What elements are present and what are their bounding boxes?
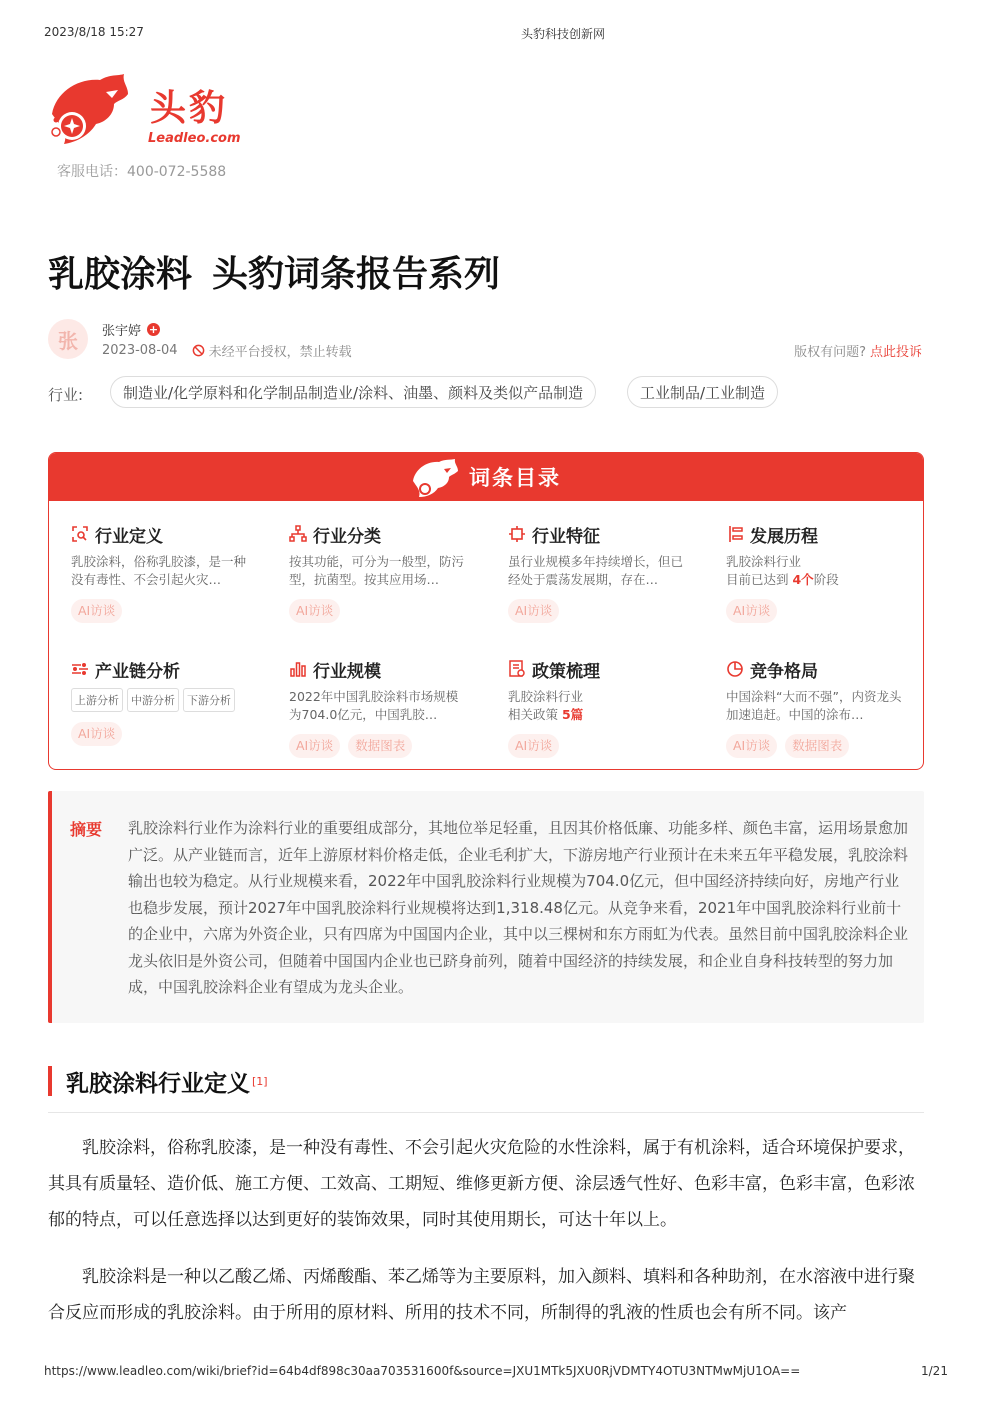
leopard-logo-icon xyxy=(48,70,132,150)
ai-interview-button[interactable]: AI访谈 xyxy=(726,599,777,623)
toc-header xyxy=(49,453,923,501)
classification-icon xyxy=(289,525,307,543)
service-phone: 客服电话：400-072-5588 xyxy=(57,164,227,180)
copyright-line xyxy=(794,341,922,360)
page-title xyxy=(48,246,500,297)
card-title: 行业规模 xyxy=(313,661,381,682)
page-number: 1/21 xyxy=(921,1364,948,1378)
toc-card-scale[interactable] xyxy=(289,658,469,758)
card-title: 发展历程 xyxy=(750,526,818,547)
abstract-text: 乳胶涂料行业作为涂料行业的重要组成部分，其地位举足轻重，且因其价格低廉、功能多样、颜色丰富，运用场景愈加广泛。从产业链而言，近年上游原材料价格走低，企业毛利扩大，下游房地产行业预计在未来五年平稳发展，乳胶涂料输出也较为稳定。从行业规模来看，2022年中国乳胶涂料行业规模为704.0亿元，但中国经济持续向好，房地产行业也稳步发展，预计2027年中国乳胶涂料行业规模将达到1,318.48亿元。从竞争来看，2021年中国乳胶涂料行业前十的企业中，六席为外资企业，只有四席为中国国内企业，其中以三棵树和东方雨虹为代表。虽然目前中国乳胶涂料企业龙头依旧是外资公司，但随着中国国内企业也已跻身前列，随着中国经济的持续发展，和企业自身科技转型的努力加成，中国乳胶涂料企业有望成为龙头企业。 xyxy=(128,819,909,996)
publish-date: 2023-08-04 xyxy=(102,343,178,358)
reference-link[interactable]: [1] xyxy=(252,1074,268,1088)
toc-card-definition[interactable] xyxy=(71,523,251,623)
abstract-box xyxy=(48,791,924,1023)
author-name[interactable]: 张宇婷 xyxy=(102,324,142,339)
card-desc-line: 乳胶涂料行业 xyxy=(508,689,584,704)
ai-interview-button[interactable]: AI访谈 xyxy=(289,599,340,623)
card-title: 行业分类 xyxy=(313,526,381,547)
body-paragraph: 乳胶涂料，俗称乳胶漆，是一种没有毒性、不会引起火灾危险的水性涂料，属于有机涂料，适合环境保护要求，其具有质量轻、造价低、施工方便、工效高、工期短、维修更新方便、涂层透气性好、色彩丰富，色彩丰富，色彩浓郁的特点，可以任意选择以达到更好的装饰效果，同时其使用期长，可达十年以上。 xyxy=(48,1138,915,1230)
title-sub: 头豹词条报告系列 xyxy=(212,254,501,295)
card-desc: 虽行业规模多年持续增长，但已经处于震荡发展期，存在… xyxy=(508,554,684,587)
toc-panel xyxy=(48,452,924,770)
author-line xyxy=(102,320,160,339)
card-title: 产业链分析 xyxy=(95,661,180,682)
data-chart-button[interactable]: 数据图表 xyxy=(348,734,412,758)
print-site-title: 头豹科技创新网 xyxy=(521,27,606,41)
toc-card-policy[interactable] xyxy=(508,658,688,758)
history-icon xyxy=(726,525,744,543)
toc-card-competition[interactable] xyxy=(726,658,906,758)
no-reprint-notice xyxy=(192,341,352,360)
ai-interview-button[interactable]: AI访谈 xyxy=(508,599,559,623)
policy-icon xyxy=(508,660,526,678)
forbidden-icon xyxy=(192,344,205,357)
card-title: 竞争格局 xyxy=(750,661,818,682)
card-title: 行业定义 xyxy=(95,526,163,547)
card-desc: 2022年中国乳胶涂料市场规模为704.0亿元，中国乳胶… xyxy=(289,689,459,722)
card-title: 政策梳理 xyxy=(532,661,600,682)
section-divider xyxy=(48,1112,924,1113)
card-desc: 按其功能，可分为一般型，防污型，抗菌型。按其应用场… xyxy=(289,554,465,587)
card-desc: 乳胶涂料，俗称乳胶漆，是一种没有毒性、不会引起火灾… xyxy=(71,554,247,587)
card-desc-prefix: 目前已达到 xyxy=(726,572,793,587)
print-datetime: 2023/8/18 15:27 xyxy=(44,25,144,39)
print-url: https://www.leadleo.com/wiki/brief?id=64b4df898c30aa703531600f&source=JXU1MTk5JXU0RjVDMTY4OTU3NTMwMjU1OA== xyxy=(44,1364,801,1378)
avatar[interactable]: 张 xyxy=(48,319,88,359)
industry-tag[interactable]: 工业制品/工业制造 xyxy=(627,376,778,408)
midstream-tab[interactable]: 中游分析 xyxy=(127,688,179,712)
industry-tag[interactable]: 制造业/化学原料和化学制品制造业/涂料、油墨、颜料及类似产品制造 xyxy=(110,376,596,408)
card-desc: 中国涂料“大而不强”，内资龙头加速追赶。中国的涂布… xyxy=(726,689,902,722)
downstream-tab[interactable]: 下游分析 xyxy=(183,688,235,712)
title-main: 乳胶涂料 xyxy=(48,254,193,295)
ai-interview-button[interactable]: AI访谈 xyxy=(289,734,340,758)
policy-count: 5篇 xyxy=(561,707,584,722)
verified-badge-icon: + xyxy=(148,323,159,336)
definition-icon xyxy=(71,525,89,543)
card-desc-line: 乳胶涂料行业 xyxy=(726,554,802,569)
chain-icon xyxy=(71,660,89,678)
toc-title: 词条目录 xyxy=(469,466,561,490)
ai-interview-button[interactable]: AI访谈 xyxy=(508,734,559,758)
brand-site: Leadleo.com xyxy=(148,131,241,146)
section-title: 乳胶涂料行业定义 xyxy=(66,1070,250,1097)
brand-name: 头豹 xyxy=(150,88,229,129)
card-desc xyxy=(508,688,688,724)
feature-icon xyxy=(508,525,526,543)
chain-tabs xyxy=(71,688,251,712)
report-link[interactable]: 点此投诉 xyxy=(869,345,922,360)
no-reprint-text: 未经平台授权，禁止转载 xyxy=(208,345,352,360)
abstract-label: 摘要 xyxy=(70,820,103,839)
meta-line xyxy=(102,341,352,360)
upstream-tab[interactable]: 上游分析 xyxy=(71,688,123,712)
industry-label: 行业: xyxy=(48,386,84,404)
stage-count: 4个 xyxy=(792,572,814,587)
toc-card-classification[interactable] xyxy=(289,523,469,623)
leopard-head-icon xyxy=(411,457,461,497)
section-heading xyxy=(48,1066,268,1096)
body-paragraph: 乳胶涂料是一种以乙酸乙烯、丙烯酸酯、苯乙烯等为主要原料，加入颜料、填料和各种助剂，在水溶液中进行聚合反应而形成的乳胶涂料。由于所用的原材料、所用的技术不同，所制得的乳液的性质也会有所不同。该产 xyxy=(48,1267,915,1323)
scale-icon xyxy=(289,660,307,678)
card-desc-suffix: 阶段 xyxy=(813,572,839,587)
toc-card-feature[interactable] xyxy=(508,523,688,623)
toc-card-chain[interactable] xyxy=(71,658,251,746)
ai-interview-button[interactable]: AI访谈 xyxy=(71,599,122,623)
ai-interview-button[interactable]: AI访谈 xyxy=(726,734,777,758)
ai-interview-button[interactable]: AI访谈 xyxy=(71,722,122,746)
card-desc-prefix: 相关政策 xyxy=(508,707,562,722)
toc-card-history[interactable] xyxy=(726,523,906,623)
competition-icon xyxy=(726,660,744,678)
card-title: 行业特征 xyxy=(532,526,600,547)
data-chart-button[interactable]: 数据图表 xyxy=(785,734,849,758)
card-desc xyxy=(726,553,906,589)
copyright-question: 版权有问题? xyxy=(794,345,866,360)
